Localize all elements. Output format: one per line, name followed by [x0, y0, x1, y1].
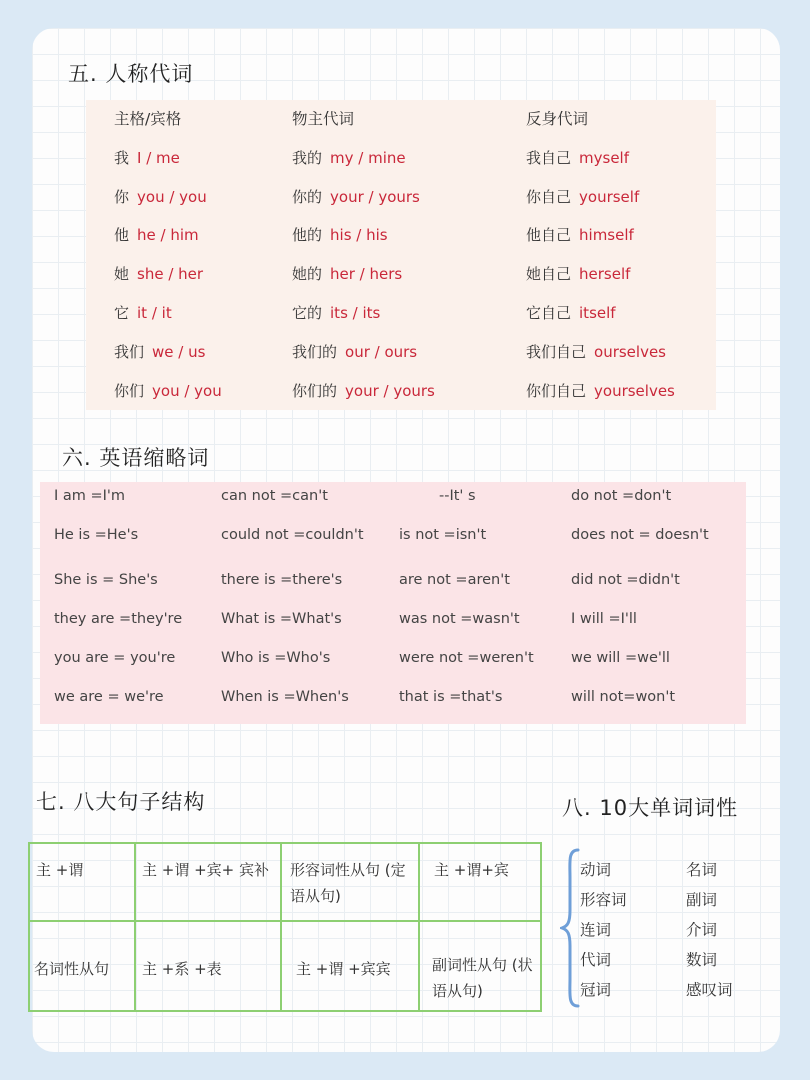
contraction-item: that is =that's [399, 689, 503, 705]
contraction-item: Who is =Who's [221, 650, 331, 666]
pronoun-col-possessive [292, 100, 435, 410]
contraction-item: He is =He's [54, 527, 139, 543]
contraction-item: can not =can't [221, 488, 328, 504]
part-of-speech: 连词 [580, 921, 612, 939]
section-6-title: 六. 英语缩略词 [62, 442, 209, 472]
grid-divider [280, 844, 282, 1010]
pronoun-row: 你们的 your / yours [292, 381, 435, 400]
structure-cell: 形容词性从句 (定语从句) [290, 861, 406, 905]
pronoun-col-subject-object [114, 100, 222, 410]
pronoun-row: 你们 you / you [114, 381, 222, 400]
part-of-speech: 名词 [686, 861, 718, 879]
part-of-speech: 介词 [686, 921, 718, 939]
contraction-item: She is = She's [54, 572, 158, 588]
contraction-item: is not =isn't [399, 527, 487, 543]
part-of-speech: 冠词 [580, 981, 612, 999]
contraction-item: there is =there's [221, 572, 343, 588]
grid-divider [30, 920, 540, 922]
contraction-item: they are =they're [54, 611, 183, 627]
contraction-item: are not =aren't [399, 572, 510, 588]
contraction-item: I will =I'll [571, 611, 637, 627]
section-5-title: 五. 人称代词 [68, 58, 193, 88]
structure-cell: 名词性从句 [34, 960, 110, 978]
pronoun-row: 我 I / me [114, 148, 180, 167]
pronoun-row: 它自己 itself [526, 303, 616, 322]
pronoun-row: 你自己 yourself [526, 187, 640, 206]
contraction-item: was not =wasn't [399, 611, 520, 627]
structure-cell: 主 +系 +表 [142, 960, 222, 978]
structure-cell: 副词性从句 (状语从句) [432, 956, 533, 1000]
pronoun-row: 我自己 myself [526, 148, 629, 167]
pronoun-row: 我们 we / us [114, 342, 206, 361]
contraction-table [40, 482, 746, 724]
contraction-item: When is =When's [221, 689, 349, 705]
part-of-speech: 形容词 [580, 891, 627, 909]
pronoun-row: 她自己 herself [526, 265, 631, 284]
section-8-title: 八. 10大单词词性 [562, 792, 738, 822]
pronoun-row: 他 he / him [114, 226, 199, 245]
pronoun-header: 物主代词 [292, 110, 355, 128]
contraction-item: were not =weren't [399, 650, 534, 666]
contraction-item: you are = you're [54, 650, 176, 666]
contraction-item: does not = doesn't [571, 527, 709, 543]
part-of-speech: 动词 [580, 861, 612, 879]
contraction-item: we will =we'll [571, 650, 670, 666]
contraction-item: --It' s [439, 488, 476, 504]
contraction-item: I am =I'm [54, 488, 126, 504]
structure-cell: 主 +谓+宾 [434, 861, 509, 879]
structure-cell: 主 +谓 [36, 861, 84, 879]
pronoun-header: 主格/宾格 [114, 110, 182, 128]
contraction-item: do not =don't [571, 488, 672, 504]
structure-cell: 主 +谓 +宾+ 宾补 [142, 861, 270, 879]
pronoun-row: 你们自己 yourselves [526, 381, 675, 400]
pronoun-row: 我的 my / mine [292, 148, 406, 167]
sentence-structure-grid [28, 842, 542, 1012]
part-of-speech: 数词 [686, 951, 718, 969]
pronoun-row: 我们的 our / ours [292, 342, 418, 361]
contraction-item: did not =didn't [571, 572, 680, 588]
part-of-speech: 副词 [686, 891, 718, 909]
pronoun-row: 它 it / it [114, 303, 172, 322]
pronoun-row: 你的 your / yours [292, 187, 420, 206]
part-of-speech: 感叹词 [686, 981, 733, 999]
contraction-item: could not =couldn't [221, 527, 364, 543]
grid-divider [134, 844, 136, 1010]
pronoun-col-reflexive [526, 100, 675, 410]
contraction-item: What is =What's [221, 611, 342, 627]
contraction-item: will not=won't [571, 689, 676, 705]
pronoun-row: 我们自己 ourselves [526, 342, 666, 361]
pronoun-header: 反身代词 [526, 110, 589, 128]
section-7-title: 七. 八大句子结构 [36, 786, 205, 816]
grid-divider [418, 844, 420, 1010]
pronoun-row: 它的 its / its [292, 303, 381, 322]
pronoun-row: 你 you / you [114, 187, 207, 206]
pronoun-row: 他自己 himself [526, 226, 634, 245]
pronoun-row: 她 she / her [114, 265, 204, 284]
pronoun-row: 他的 his / his [292, 226, 388, 245]
pronoun-row: 她的 her / hers [292, 265, 403, 284]
part-of-speech: 代词 [580, 951, 612, 969]
contraction-item: we are = we're [54, 689, 164, 705]
structure-cell: 主 +谓 +宾宾 [296, 960, 391, 978]
pronoun-table [86, 100, 716, 410]
curly-brace-icon [560, 848, 582, 1008]
